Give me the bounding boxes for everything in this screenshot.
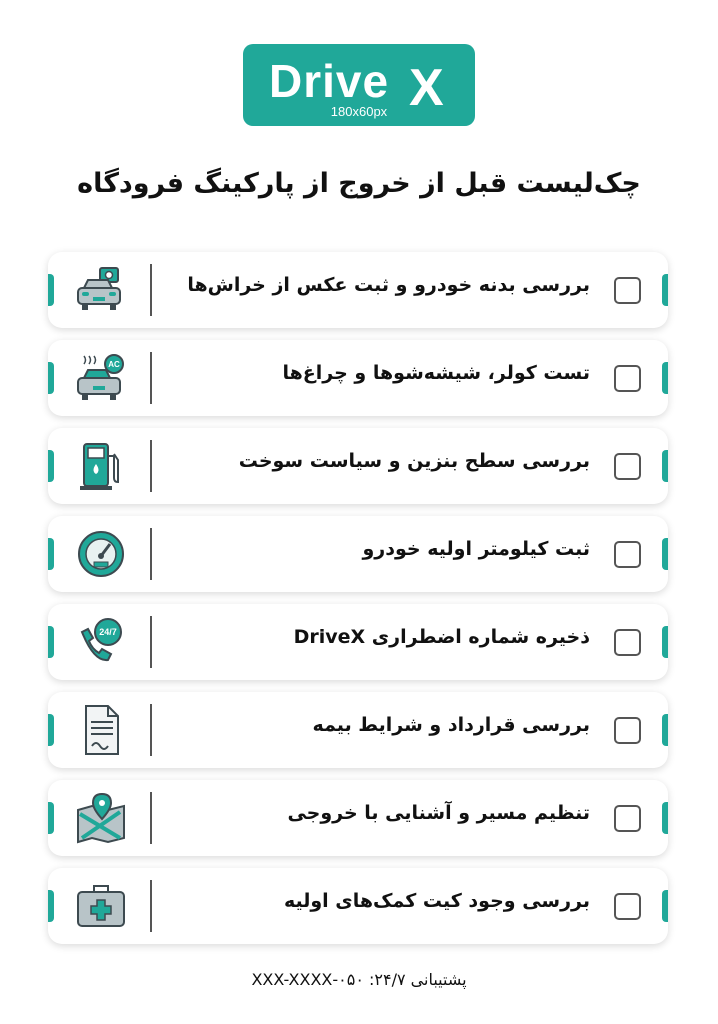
item-label: ثبت کیلومتر اولیه خودرو xyxy=(362,538,590,560)
checkbox[interactable] xyxy=(614,717,641,744)
logo-x-mark: X xyxy=(409,59,444,117)
item-label: تست کولر، شیشه‌شوها و چراغ‌ها xyxy=(282,362,590,384)
item-label: ذخیره شماره اضطراری DriveX xyxy=(293,626,590,648)
checkbox[interactable] xyxy=(614,805,641,832)
checkbox[interactable] xyxy=(614,365,641,392)
car-ac-icon xyxy=(74,352,128,404)
accent-bar xyxy=(48,714,54,746)
fuel-pump-icon xyxy=(74,440,128,492)
divider xyxy=(150,440,152,492)
checklist-item xyxy=(48,340,668,416)
support-footer: پشتیبانی ۲۴/۷: ۰۵۰-XXX-XXXX xyxy=(251,970,467,989)
checklist-item xyxy=(48,516,668,592)
accent-bar xyxy=(662,802,668,834)
checklist-item xyxy=(48,428,668,504)
drivex-logo xyxy=(243,44,475,126)
divider xyxy=(150,352,152,404)
item-label: بررسی وجود کیت کمک‌های اولیه xyxy=(283,890,590,912)
contract-document-icon xyxy=(74,704,128,756)
svg-text:AC: AC xyxy=(108,360,120,369)
checklist-item xyxy=(48,252,668,328)
svg-text:24/7: 24/7 xyxy=(99,627,117,637)
map-pin-icon xyxy=(74,792,128,844)
accent-bar xyxy=(662,890,668,922)
accent-bar xyxy=(662,274,668,306)
checklist-item xyxy=(48,868,668,944)
item-label: بررسی قرارداد و شرایط بیمه xyxy=(312,714,590,736)
speedometer-icon xyxy=(74,528,128,580)
divider xyxy=(150,616,152,668)
checkbox[interactable] xyxy=(614,893,641,920)
divider xyxy=(150,704,152,756)
accent-bar xyxy=(48,274,54,306)
divider xyxy=(150,264,152,316)
accent-bar xyxy=(48,450,54,482)
divider xyxy=(150,880,152,932)
checkbox[interactable] xyxy=(614,629,641,656)
divider xyxy=(150,792,152,844)
accent-bar xyxy=(48,362,54,394)
phone-24-7-icon xyxy=(74,616,128,668)
logo-size-note: 180x60px xyxy=(330,104,388,119)
checkbox[interactable] xyxy=(614,541,641,568)
checklist-item xyxy=(48,780,668,856)
accent-bar xyxy=(662,362,668,394)
car-camera-icon xyxy=(74,264,128,316)
page-title: چک‌لیست قبل از خروج از پارکینگ فرودگاه xyxy=(77,168,641,199)
accent-bar xyxy=(48,802,54,834)
accent-bar xyxy=(48,890,54,922)
item-label: بررسی بدنه خودرو و ثبت عکس از خراش‌ها xyxy=(187,274,590,296)
checkbox[interactable] xyxy=(614,277,641,304)
item-label: بررسی سطح بنزین و سیاست سوخت xyxy=(238,450,590,472)
accent-bar xyxy=(662,626,668,658)
accent-bar xyxy=(662,538,668,570)
accent-bar xyxy=(662,450,668,482)
item-label: تنظیم مسیر و آشنایی با خروجی xyxy=(287,802,590,824)
first-aid-kit-icon xyxy=(74,880,128,932)
logo-wordmark: Drive xyxy=(269,55,390,107)
checkbox[interactable] xyxy=(614,453,641,480)
accent-bar xyxy=(48,538,54,570)
accent-bar xyxy=(662,714,668,746)
checklist-item xyxy=(48,692,668,768)
checklist-item xyxy=(48,604,668,680)
divider xyxy=(150,528,152,580)
accent-bar xyxy=(48,626,54,658)
